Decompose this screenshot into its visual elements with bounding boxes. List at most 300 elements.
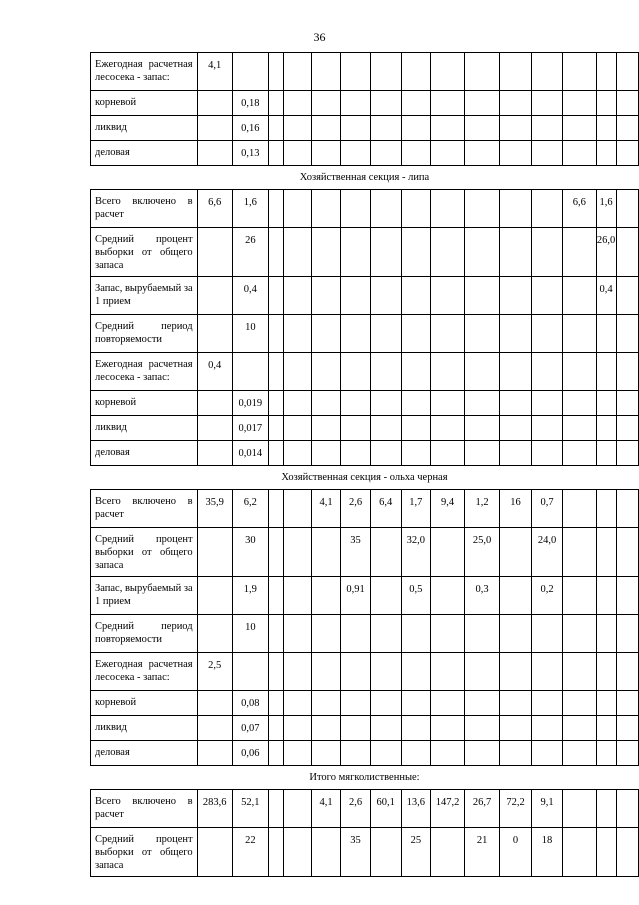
table-cell xyxy=(500,741,532,766)
table-cell xyxy=(563,828,596,877)
table-cell xyxy=(268,490,283,528)
table-cell xyxy=(268,277,283,315)
table-cell xyxy=(616,190,638,228)
table-cell xyxy=(401,716,430,741)
table-cell xyxy=(341,277,370,315)
table-cell xyxy=(311,91,341,116)
table-cell xyxy=(500,716,532,741)
table-cell xyxy=(283,416,311,441)
section-header-row xyxy=(91,166,639,190)
table-cell xyxy=(311,615,341,653)
table-cell xyxy=(268,228,283,277)
table-cell xyxy=(616,416,638,441)
table-cell xyxy=(283,315,311,353)
table-cell xyxy=(283,490,311,528)
table-row xyxy=(91,577,639,615)
table-cell xyxy=(283,228,311,277)
table-cell xyxy=(500,691,532,716)
table-row xyxy=(91,691,639,716)
table-cell xyxy=(268,53,283,91)
table-cell xyxy=(283,691,311,716)
table-cell xyxy=(341,91,370,116)
table-cell xyxy=(283,828,311,877)
table-cell xyxy=(341,190,370,228)
table-cell: 0,019 xyxy=(232,391,268,416)
table-cell xyxy=(616,577,638,615)
table-cell xyxy=(500,577,532,615)
row-label: Ежегодная расчетная лесосека - запас: xyxy=(91,353,198,391)
table-cell xyxy=(283,577,311,615)
table-cell xyxy=(616,391,638,416)
row-label: Запас, вырубаемый за 1 прием xyxy=(91,577,198,615)
row-label: Всего включено в расчет xyxy=(91,190,198,228)
table-cell xyxy=(311,228,341,277)
table-cell xyxy=(563,653,596,691)
table-cell xyxy=(268,691,283,716)
table-cell: 0,91 xyxy=(341,577,370,615)
table-cell xyxy=(532,228,563,277)
table-cell: 0,2 xyxy=(532,577,563,615)
table-cell xyxy=(532,416,563,441)
table-cell xyxy=(500,277,532,315)
table-cell xyxy=(370,277,401,315)
table-cell xyxy=(232,53,268,91)
table-cell xyxy=(370,53,401,91)
table-cell xyxy=(596,741,616,766)
total-cell xyxy=(197,141,232,166)
table-cell xyxy=(563,691,596,716)
table-row xyxy=(91,353,639,391)
table-cell xyxy=(311,315,341,353)
table-cell xyxy=(401,315,430,353)
table-cell: 21 xyxy=(465,828,500,877)
table-cell xyxy=(401,441,430,466)
table-cell xyxy=(370,615,401,653)
table-cell xyxy=(268,741,283,766)
row-label: Средний процент выборки от общего запаса xyxy=(91,828,198,877)
table-cell xyxy=(341,353,370,391)
table-cell xyxy=(341,53,370,91)
table-cell: 0,18 xyxy=(232,91,268,116)
section-title: Итого мягколиственные: xyxy=(91,766,639,790)
table-cell xyxy=(401,91,430,116)
table-cell xyxy=(370,116,401,141)
row-label: корневой xyxy=(91,391,198,416)
table-row xyxy=(91,228,639,277)
table-cell xyxy=(465,277,500,315)
table-cell xyxy=(283,441,311,466)
table-row xyxy=(91,716,639,741)
table-cell xyxy=(532,741,563,766)
table-cell xyxy=(465,315,500,353)
table-cell xyxy=(532,277,563,315)
table-cell: 25,0 xyxy=(465,528,500,577)
table-cell: 0,3 xyxy=(465,577,500,615)
table-cell xyxy=(596,116,616,141)
table-cell: 32,0 xyxy=(401,528,430,577)
table-cell xyxy=(430,716,464,741)
row-label: Ежегодная расчетная лесосека - запас: xyxy=(91,653,198,691)
row-label: Ежегодная расчетная лесосека - запас: xyxy=(91,53,198,91)
table-cell xyxy=(430,228,464,277)
table-cell xyxy=(465,391,500,416)
table-cell xyxy=(596,416,616,441)
table-cell xyxy=(563,528,596,577)
table-cell xyxy=(341,416,370,441)
table-row xyxy=(91,653,639,691)
table-cell xyxy=(370,228,401,277)
table-cell xyxy=(563,716,596,741)
table-cell xyxy=(532,190,563,228)
table-cell xyxy=(370,441,401,466)
row-label: Всего включено в расчет xyxy=(91,490,198,528)
table-cell xyxy=(311,441,341,466)
table-cell xyxy=(283,277,311,315)
table-cell xyxy=(465,691,500,716)
table-cell xyxy=(268,116,283,141)
table-cell xyxy=(596,490,616,528)
table-row xyxy=(91,53,639,91)
table-cell: 2,6 xyxy=(341,490,370,528)
table-cell xyxy=(341,141,370,166)
table-cell xyxy=(616,441,638,466)
table-cell xyxy=(500,391,532,416)
table-cell xyxy=(616,615,638,653)
table-cell: 18 xyxy=(532,828,563,877)
table-cell xyxy=(596,691,616,716)
table-cell: 0,13 xyxy=(232,141,268,166)
table-cell xyxy=(430,441,464,466)
row-label: корневой xyxy=(91,91,198,116)
table-cell xyxy=(532,353,563,391)
row-label: ликвид xyxy=(91,116,198,141)
table-row xyxy=(91,490,639,528)
total-cell xyxy=(197,615,232,653)
table-cell xyxy=(563,391,596,416)
table-cell xyxy=(430,615,464,653)
table-cell xyxy=(563,91,596,116)
row-label: ликвид xyxy=(91,416,198,441)
table-cell: 9,1 xyxy=(532,790,563,828)
table-cell xyxy=(465,116,500,141)
table-cell xyxy=(500,441,532,466)
table-row xyxy=(91,116,639,141)
table-cell xyxy=(563,741,596,766)
table-cell xyxy=(268,91,283,116)
table-cell xyxy=(370,353,401,391)
total-cell: 4,1 xyxy=(197,53,232,91)
row-label: Запас, вырубаемый за 1 прием xyxy=(91,277,198,315)
table-cell xyxy=(268,441,283,466)
table-cell xyxy=(532,91,563,116)
table-row xyxy=(91,790,639,828)
table-cell xyxy=(500,528,532,577)
table-cell xyxy=(401,190,430,228)
total-cell: 2,5 xyxy=(197,653,232,691)
table-cell xyxy=(616,228,638,277)
table-cell xyxy=(500,416,532,441)
table-cell xyxy=(268,353,283,391)
table-cell: 25 xyxy=(401,828,430,877)
table-cell xyxy=(430,277,464,315)
table-cell xyxy=(401,116,430,141)
table-cell xyxy=(563,416,596,441)
section-title: Хозяйственная секция - ольха черная xyxy=(91,466,639,490)
table-cell xyxy=(283,116,311,141)
table-cell: 1,6 xyxy=(596,190,616,228)
table-cell xyxy=(596,653,616,691)
row-label: деловая xyxy=(91,741,198,766)
table-cell xyxy=(268,790,283,828)
table-cell xyxy=(268,528,283,577)
section-header-row xyxy=(91,766,639,790)
table-cell xyxy=(401,416,430,441)
table-cell xyxy=(430,315,464,353)
table-cell xyxy=(563,490,596,528)
table-cell xyxy=(563,116,596,141)
table-cell xyxy=(430,416,464,441)
table-cell: 60,1 xyxy=(370,790,401,828)
table-cell: 0,014 xyxy=(232,441,268,466)
table-cell xyxy=(596,53,616,91)
table-cell xyxy=(370,577,401,615)
table-cell xyxy=(370,315,401,353)
table-cell xyxy=(401,353,430,391)
table-cell xyxy=(616,53,638,91)
total-cell xyxy=(197,116,232,141)
table-cell xyxy=(283,190,311,228)
table-cell: 1,2 xyxy=(465,490,500,528)
table-cell xyxy=(370,691,401,716)
table-cell xyxy=(341,653,370,691)
table-cell xyxy=(596,790,616,828)
table-cell xyxy=(311,577,341,615)
table-cell xyxy=(532,441,563,466)
table-cell xyxy=(563,53,596,91)
table-cell xyxy=(341,228,370,277)
row-label: деловая xyxy=(91,441,198,466)
table-cell xyxy=(283,741,311,766)
table-cell xyxy=(430,653,464,691)
table-cell: 0,08 xyxy=(232,691,268,716)
table-cell: 10 xyxy=(232,615,268,653)
table-cell xyxy=(341,116,370,141)
table-cell xyxy=(500,190,532,228)
table-cell xyxy=(465,615,500,653)
total-cell xyxy=(197,228,232,277)
row-label: Средний период повторяемости xyxy=(91,315,198,353)
table-cell xyxy=(311,741,341,766)
table-cell xyxy=(563,577,596,615)
table-cell xyxy=(311,691,341,716)
table-cell xyxy=(283,391,311,416)
table-cell xyxy=(341,441,370,466)
table-cell xyxy=(465,716,500,741)
row-label: корневой xyxy=(91,691,198,716)
table-cell xyxy=(500,353,532,391)
table-cell: 1,6 xyxy=(232,190,268,228)
table-cell xyxy=(532,615,563,653)
table-cell: 2,6 xyxy=(341,790,370,828)
table-cell xyxy=(596,528,616,577)
table-cell xyxy=(465,441,500,466)
table-cell: 4,1 xyxy=(311,790,341,828)
table-cell xyxy=(500,116,532,141)
table-cell xyxy=(370,653,401,691)
table-cell xyxy=(283,790,311,828)
table-cell xyxy=(616,91,638,116)
table-cell: 0,4 xyxy=(232,277,268,315)
table-cell xyxy=(616,691,638,716)
table-cell xyxy=(401,691,430,716)
table-cell xyxy=(311,190,341,228)
table-cell xyxy=(596,828,616,877)
table-cell xyxy=(232,353,268,391)
table-cell xyxy=(500,53,532,91)
table-cell xyxy=(532,53,563,91)
table-cell xyxy=(500,653,532,691)
table-cell xyxy=(268,141,283,166)
table-cell xyxy=(596,141,616,166)
table-cell xyxy=(283,353,311,391)
table-cell xyxy=(401,141,430,166)
table-cell: 147,2 xyxy=(430,790,464,828)
table-cell xyxy=(401,391,430,416)
total-cell xyxy=(197,416,232,441)
table-cell xyxy=(341,716,370,741)
table-cell xyxy=(311,277,341,315)
table-row xyxy=(91,141,639,166)
table-cell xyxy=(370,416,401,441)
row-label: Средний процент выборки от общего запаса xyxy=(91,528,198,577)
total-cell: 6,6 xyxy=(197,190,232,228)
table-cell xyxy=(532,691,563,716)
table-cell xyxy=(500,615,532,653)
table-cell xyxy=(341,315,370,353)
table-cell xyxy=(268,615,283,653)
table-cell: 35 xyxy=(341,828,370,877)
table-row xyxy=(91,416,639,441)
table-cell xyxy=(465,353,500,391)
table-cell xyxy=(311,653,341,691)
table-cell xyxy=(596,353,616,391)
total-cell: 0,4 xyxy=(197,353,232,391)
table-cell: 26,7 xyxy=(465,790,500,828)
table-cell xyxy=(370,528,401,577)
table-cell xyxy=(596,577,616,615)
table-cell: 26,0 xyxy=(596,228,616,277)
table-cell: 26 xyxy=(232,228,268,277)
table-cell xyxy=(616,741,638,766)
table-cell xyxy=(616,653,638,691)
table-cell xyxy=(268,315,283,353)
table-cell xyxy=(268,828,283,877)
table-cell xyxy=(232,653,268,691)
total-cell xyxy=(197,315,232,353)
table-cell xyxy=(370,190,401,228)
table-cell xyxy=(563,615,596,653)
table-cell xyxy=(370,741,401,766)
table-cell xyxy=(341,691,370,716)
table-cell xyxy=(268,577,283,615)
table-cell: 0 xyxy=(500,828,532,877)
table-cell xyxy=(616,790,638,828)
table-cell xyxy=(430,391,464,416)
table-cell: 72,2 xyxy=(500,790,532,828)
table-cell xyxy=(341,615,370,653)
table-cell: 0,07 xyxy=(232,716,268,741)
table-cell xyxy=(532,653,563,691)
table-cell: 0,7 xyxy=(532,490,563,528)
total-cell xyxy=(197,828,232,877)
table-cell xyxy=(311,141,341,166)
table-cell: 1,9 xyxy=(232,577,268,615)
table-cell xyxy=(563,441,596,466)
table-cell xyxy=(311,716,341,741)
table-cell xyxy=(465,653,500,691)
table-cell xyxy=(430,577,464,615)
table-cell xyxy=(532,116,563,141)
table-cell xyxy=(465,53,500,91)
table-cell xyxy=(563,141,596,166)
table-body xyxy=(91,53,639,877)
table-cell xyxy=(268,190,283,228)
table-cell xyxy=(563,228,596,277)
total-cell xyxy=(197,528,232,577)
total-cell xyxy=(197,716,232,741)
table-cell xyxy=(563,353,596,391)
table-cell xyxy=(283,91,311,116)
table-cell xyxy=(563,315,596,353)
table-cell xyxy=(616,490,638,528)
table-cell: 24,0 xyxy=(532,528,563,577)
table-cell xyxy=(268,653,283,691)
table-cell xyxy=(311,53,341,91)
table-cell: 0,16 xyxy=(232,116,268,141)
table-cell xyxy=(401,741,430,766)
table-cell: 6,4 xyxy=(370,490,401,528)
table-cell xyxy=(268,416,283,441)
table-cell xyxy=(430,353,464,391)
table-cell: 4,1 xyxy=(311,490,341,528)
table-cell xyxy=(596,716,616,741)
table-cell xyxy=(500,228,532,277)
table-cell: 10 xyxy=(232,315,268,353)
table-cell xyxy=(370,828,401,877)
table-cell xyxy=(430,53,464,91)
table-row xyxy=(91,741,639,766)
table-cell xyxy=(430,190,464,228)
table-cell xyxy=(370,91,401,116)
total-cell xyxy=(197,691,232,716)
table-cell xyxy=(311,528,341,577)
table-cell xyxy=(596,315,616,353)
table-cell: 0,4 xyxy=(596,277,616,315)
table-cell xyxy=(616,116,638,141)
table-cell: 16 xyxy=(500,490,532,528)
total-cell xyxy=(197,441,232,466)
table-cell: 13,6 xyxy=(401,790,430,828)
table-row xyxy=(91,615,639,653)
table-cell: 6,6 xyxy=(563,190,596,228)
table-cell xyxy=(341,741,370,766)
row-label: Всего включено в расчет xyxy=(91,790,198,828)
table-cell xyxy=(616,277,638,315)
table-cell xyxy=(532,716,563,741)
table-cell xyxy=(311,391,341,416)
table-cell: 52,1 xyxy=(232,790,268,828)
table-cell xyxy=(430,91,464,116)
